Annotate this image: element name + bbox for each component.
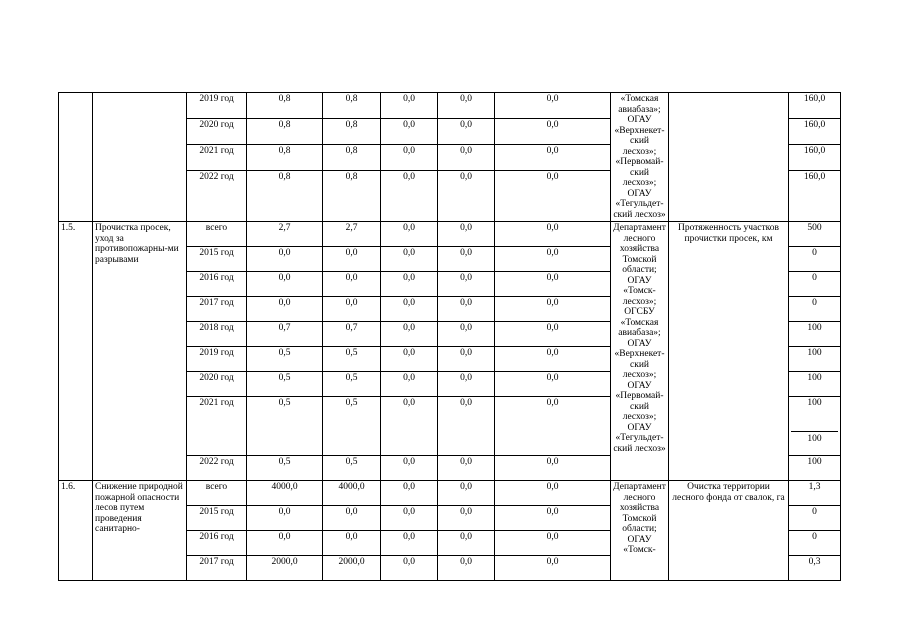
value-cell: 0,8 [247,145,323,171]
value-cell: 0,0 [495,145,611,171]
value-cell: 0,0 [495,272,611,297]
year-cell: 2016 год [187,272,247,297]
year-cell: 2022 год [187,456,247,481]
value-cell: 0,8 [323,93,381,119]
target-cell: 160,0 [789,145,841,171]
executor-cell: «Томская авиабаза»; ОГАУ «Верхнекет-ский лесхоз»; «Первомай-ский лесхоз»; ОГАУ «Тегульдет-ский лесхоз» [611,93,669,222]
item-number [59,93,93,222]
value-cell: 0,0 [381,247,438,272]
value-cell: 2,7 [247,222,323,247]
item-name: Снижение природной пожарной опасности лесов путем проведения санитарно- [93,481,187,581]
target-cell: 160,0 [789,93,841,119]
value-cell: 0,0 [381,506,438,531]
value-cell: 0,8 [323,119,381,145]
value-cell: 0,0 [438,119,495,145]
year-cell: 2021 год [187,397,247,456]
value-cell: 0,0 [495,322,611,347]
value-cell: 0,8 [247,171,323,222]
target-cell: 0 [789,247,841,272]
value-cell: 0,0 [323,531,381,556]
target-cell: 0 [789,272,841,297]
year-cell: 2021 год [187,145,247,171]
target-cell: 100 [789,456,841,481]
table-row [59,222,841,247]
value-cell: 0,0 [495,506,611,531]
value-cell: 0,0 [438,93,495,119]
value-cell: 0,5 [247,397,323,456]
value-cell: 2000,0 [323,556,381,581]
value-cell: 0,0 [495,171,611,222]
value-cell: 0,0 [495,93,611,119]
value-cell: 0,0 [495,397,611,456]
value-cell: 0,0 [438,247,495,272]
value-cell: 2000,0 [247,556,323,581]
table-row [59,93,841,119]
value-cell: 0,0 [247,247,323,272]
year-cell: всего [187,222,247,247]
program-table [58,92,841,581]
value-cell: 0,0 [247,297,323,322]
value-cell: 0,0 [381,93,438,119]
value-cell: 0,8 [247,93,323,119]
table-row [59,481,841,506]
year-cell: 2019 год [187,93,247,119]
indicator-cell: Очистка территории лесного фонда от свалок, га [669,481,789,581]
value-cell: 0,0 [381,171,438,222]
target-cell: 100 [789,372,841,397]
year-cell: 2017 год [187,556,247,581]
value-cell: 0,0 [381,556,438,581]
target-cell: 0 [789,506,841,531]
value-cell: 0,5 [323,372,381,397]
item-name [93,93,187,222]
year-cell: 2020 год [187,119,247,145]
value-cell: 0,0 [438,531,495,556]
value-cell: 0,5 [247,372,323,397]
value-cell: 4000,0 [323,481,381,506]
value-cell: 0,0 [381,272,438,297]
value-cell: 0,0 [381,456,438,481]
target-cell: 0 [789,297,841,322]
indicator-cell: Протяженность участков прочистки просек, км [669,222,789,481]
value-cell: 0,0 [495,481,611,506]
value-cell: 0,0 [495,297,611,322]
value-cell: 0,0 [247,272,323,297]
value-cell: 0,0 [438,397,495,456]
year-cell: 2018 год [187,322,247,347]
target-cell: 1,3 [789,481,841,506]
item-number: 1.6. [59,481,93,581]
value-cell: 0,0 [495,222,611,247]
value-cell: 0,0 [438,322,495,347]
value-cell: 0,0 [381,531,438,556]
value-cell: 0,0 [495,456,611,481]
item-number: 1.5. [59,222,93,481]
value-cell: 0,5 [247,347,323,372]
value-cell: 0,0 [495,372,611,397]
target-cell: 0,3 [789,556,841,581]
value-cell: 0,0 [438,506,495,531]
value-cell: 0,0 [495,119,611,145]
value-cell: 0,0 [247,531,323,556]
year-cell: 2015 год [187,247,247,272]
year-cell: 2015 год [187,506,247,531]
target-cell: 100 [789,347,841,372]
value-cell: 0,0 [381,145,438,171]
target-value: 100 [791,431,838,445]
year-cell: 2022 год [187,171,247,222]
target-cell: 100 [789,322,841,347]
value-cell: 0,0 [438,272,495,297]
value-cell: 0,5 [247,456,323,481]
value-cell: 0,8 [247,119,323,145]
value-cell: 0,5 [323,397,381,456]
value-cell: 0,0 [438,297,495,322]
target-cell: 0 [789,531,841,556]
value-cell: 0,0 [438,171,495,222]
target-value: 100 [807,398,822,408]
value-cell: 0,0 [495,556,611,581]
value-cell: 0,0 [438,556,495,581]
value-cell: 0,0 [438,481,495,506]
value-cell: 0,0 [438,456,495,481]
value-cell: 0,0 [381,119,438,145]
value-cell: 0,0 [381,397,438,456]
value-cell: 0,0 [495,531,611,556]
value-cell: 0,0 [381,372,438,397]
value-cell: 0,0 [438,145,495,171]
value-cell: 0,0 [495,347,611,372]
value-cell: 0,0 [323,297,381,322]
target-cell [789,397,841,456]
value-cell: 0,0 [247,506,323,531]
value-cell: 0,0 [495,247,611,272]
year-cell: 2016 год [187,531,247,556]
indicator-cell [669,93,789,222]
executor-cell: Департамент лесного хозяйства Томской области; ОГАУ «Томск-лесхоз»; ОГСБУ «Томская авиабаза»; ОГАУ «Верхнекет-ский лесхоз»; ОГАУ «Первомай-ский лесхоз»; ОГАУ «Тегульдет-ский лесхоз» [611,222,669,481]
value-cell: 0,0 [381,347,438,372]
value-cell: 0,0 [323,506,381,531]
year-cell: 2019 год [187,347,247,372]
value-cell: 0,8 [323,171,381,222]
target-cell: 500 [789,222,841,247]
value-cell: 0,0 [438,347,495,372]
year-cell: всего [187,481,247,506]
value-cell: 0,0 [381,322,438,347]
value-cell: 0,5 [323,456,381,481]
target-cell: 160,0 [789,119,841,145]
value-cell: 0,0 [381,481,438,506]
item-name: Прочистка просек, уход за противопожарны-ми разрывами [93,222,187,481]
value-cell: 2,7 [323,222,381,247]
target-cell: 160,0 [789,171,841,222]
value-cell: 0,0 [381,297,438,322]
year-cell: 2017 год [187,297,247,322]
value-cell: 0,7 [247,322,323,347]
value-cell: 0,5 [323,347,381,372]
value-cell: 0,0 [438,372,495,397]
value-cell: 0,8 [323,145,381,171]
value-cell: 4000,0 [247,481,323,506]
value-cell: 0,7 [323,322,381,347]
year-cell: 2020 год [187,372,247,397]
value-cell: 0,0 [438,222,495,247]
value-cell: 0,0 [323,272,381,297]
value-cell: 0,0 [381,222,438,247]
executor-cell: Департамент лесного хозяйства Томской области; ОГАУ «Томск- [611,481,669,581]
value-cell: 0,0 [323,247,381,272]
